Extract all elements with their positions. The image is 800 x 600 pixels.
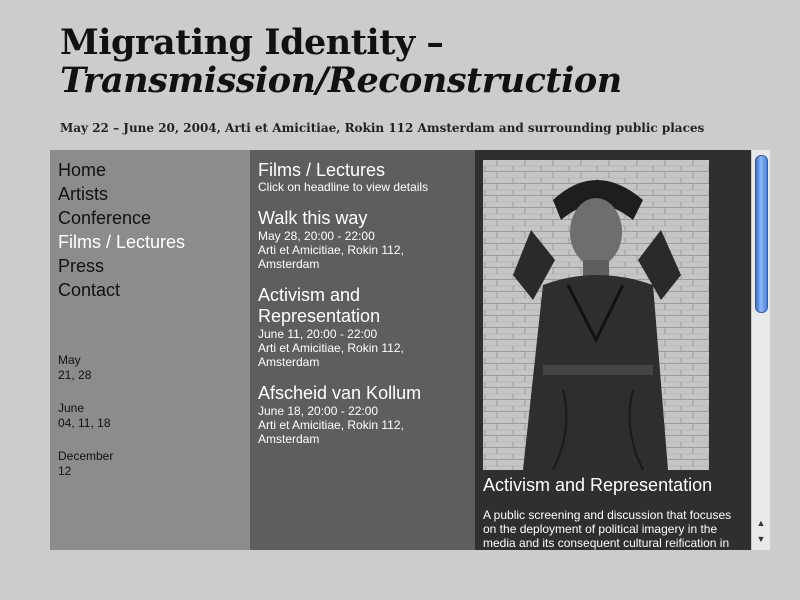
title-line-1: Migrating Identity – (60, 22, 444, 63)
date-index (58, 353, 113, 497)
event-item (250, 285, 475, 369)
title-line-2: Transmission/Reconstruction (60, 60, 622, 101)
event-time: June 18, 20:00 - 22:00 (258, 404, 379, 418)
date-group-december (58, 449, 113, 479)
event-title-link[interactable]: Afscheid van Kollum (258, 383, 422, 403)
event-title-link[interactable]: Walk this way (258, 208, 368, 228)
event-time: May 28, 20:00 - 22:00 (258, 229, 375, 243)
scroll-up-button[interactable]: ▲ (756, 518, 766, 528)
nav-conference[interactable]: Conference (58, 208, 152, 228)
event-detail-panel (475, 150, 751, 550)
nav-home[interactable]: Home (58, 160, 107, 180)
nav-contact[interactable]: Contact (58, 280, 121, 300)
event-place: Arti et Amicitiae, Rokin 112, Amsterdam (258, 418, 404, 446)
event-place: Arti et Amicitiae, Rokin 112, Amsterdam (258, 341, 404, 369)
event-item (250, 208, 475, 271)
nav-artists[interactable]: Artists (58, 184, 109, 204)
detail-scrollbar[interactable] (751, 150, 770, 550)
list-hint: Click on headline to view details (258, 180, 429, 194)
nav-films-lectures[interactable]: Films / Lectures (58, 232, 186, 252)
event-time: June 11, 20:00 - 22:00 (258, 327, 378, 341)
date-month: December (58, 449, 114, 463)
detail-title: Activism and Representation (483, 475, 713, 495)
site-title (60, 24, 622, 100)
scrollbar-thumb[interactable] (755, 155, 768, 313)
nav-press[interactable]: Press (58, 256, 105, 276)
date-days[interactable]: 12 (58, 464, 72, 478)
event-item (250, 383, 475, 446)
woman-portrait-image (483, 160, 709, 470)
exhibition-subtitle: May 22 – June 20, 2004, Arti et Amicitiae, Rokin 112 Amsterdam and surrounding public places (60, 121, 705, 135)
date-days[interactable]: 21, 28 (58, 368, 92, 382)
navigation-column (50, 150, 250, 550)
date-group-may (58, 353, 113, 383)
main-nav (50, 150, 250, 302)
list-heading: Films / Lectures (258, 160, 386, 180)
date-days[interactable]: 04, 11, 18 (58, 416, 111, 430)
date-group-june (58, 401, 113, 431)
list-header (250, 150, 475, 194)
event-list-column (250, 150, 475, 550)
detail-description: A public screening and discussion that focuses on the deployment of political imagery in the media and its consequent cultural reification in (483, 508, 732, 550)
event-title-link[interactable]: Activism and Representation (258, 285, 381, 326)
event-place: Arti et Amicitiae, Rokin 112, Amsterdam (258, 243, 404, 271)
date-month: May (58, 353, 81, 367)
scroll-down-button[interactable]: ▼ (756, 534, 766, 544)
date-month: June (58, 401, 85, 415)
event-photo (483, 160, 709, 470)
